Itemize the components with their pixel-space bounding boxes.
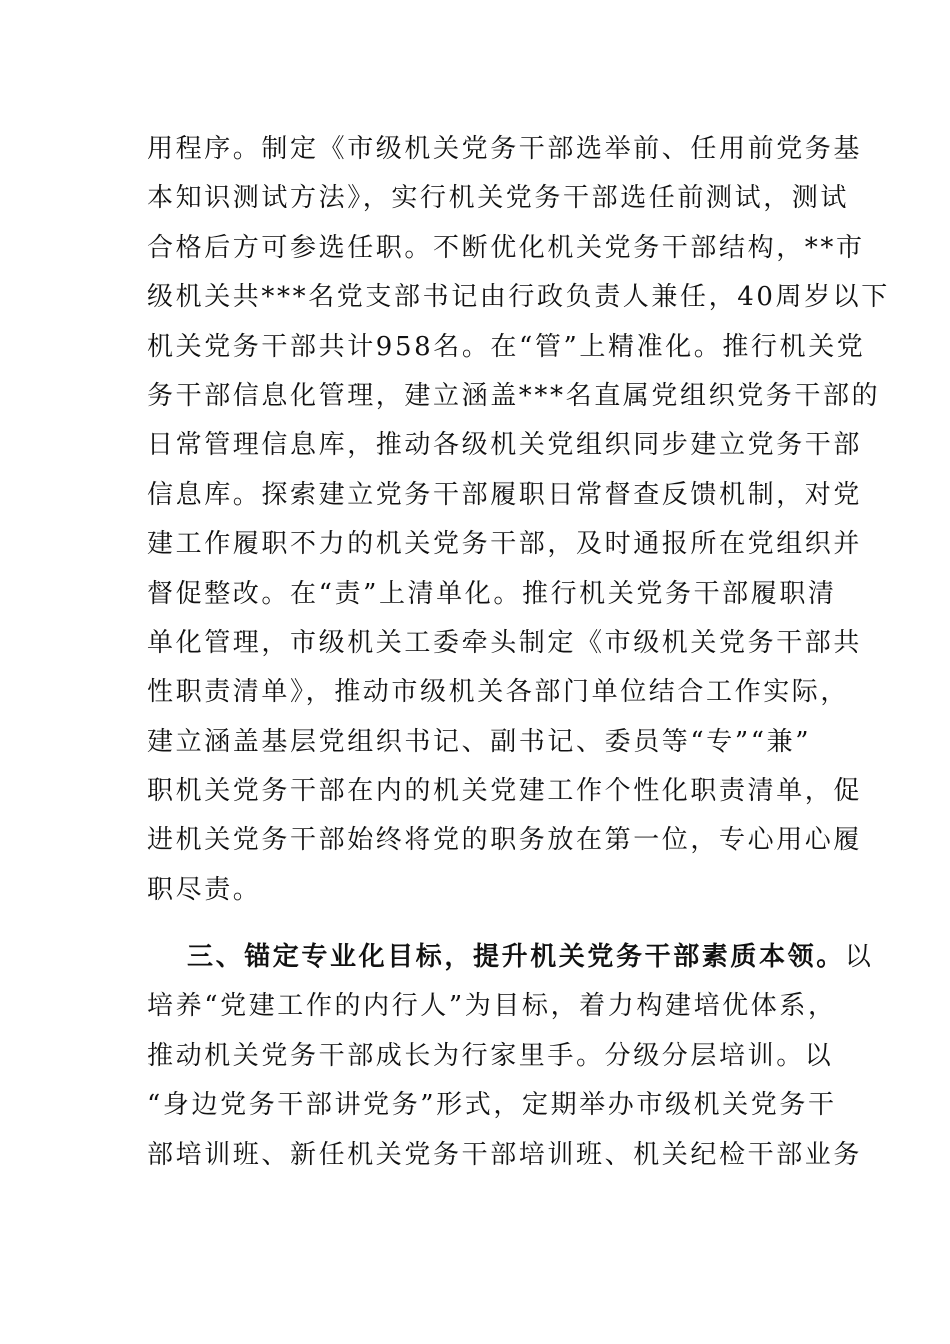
text-line: 本知识测试方法》，实行机关党务干部选任前测试，测试 [147, 183, 850, 214]
body-paragraph-2 [147, 933, 874, 1180]
text-line: 推动机关党务干部成长为行家里手。分级分层培训。以 [147, 1040, 834, 1071]
section-heading: 三、锚定专业化目标，提升机关党务干部素质本领。 [187, 942, 845, 972]
text-line: 级机关共***名党支部书记由行政负责人兼任，40周岁以下 [147, 282, 890, 313]
text-line: 进机关党务干部始终将党的职务放在第一位，专心用心履 [147, 825, 863, 856]
text-line: 部培训班、新任机关党务干部培训班、机关纪检干部业务 [147, 1139, 863, 1170]
text-line: 职尽责。 [147, 874, 262, 905]
text-line: 单化管理，市级机关工委牵头制定《市级机关党务干部共 [147, 627, 863, 658]
text-line: 性职责清单》，推动市级机关各部门单位结合工作实际， [147, 677, 850, 708]
heading-line-continuation: 以 [844, 942, 874, 972]
text-line: 务干部信息化管理，建立涵盖***名直属党组织党务干部的 [147, 380, 881, 411]
text-line: 日常管理信息库，推动各级机关党组织同步建立党务干部 [147, 430, 863, 461]
text-line: 督促整改。在“责”上清单化。推行机关党务干部履职清 [147, 578, 837, 609]
text-line: 信息库。探索建立党务干部履职日常督查反馈机制，对党 [147, 479, 863, 510]
text-line: 职机关党务干部在内的机关党建工作个性化职责清单，促 [147, 776, 863, 807]
text-line: 培养“党建工作的内行人”为目标，着力构建培优体系， [147, 991, 837, 1022]
text-line: 机关党务干部共计958名。在“管”上精准化。推行机关党 [147, 331, 866, 362]
text-line: 合格后方可参选任职。不断优化机关党务干部结构，**市 [147, 232, 865, 263]
body-paragraph-1 [147, 125, 890, 915]
text-line: 用程序。制定《市级机关党务干部选举前、任用前党务基 [147, 134, 863, 164]
text-line: 建立涵盖基层党组织书记、副书记、委员等“专”“兼” [147, 726, 812, 757]
text-line: 建工作履职不力的机关党务干部，及时通报所在党组织并 [147, 529, 863, 560]
text-line: “身边党务干部讲党务”形式，定期举办市级机关党务干 [147, 1090, 837, 1121]
section-heading-line [147, 933, 874, 982]
